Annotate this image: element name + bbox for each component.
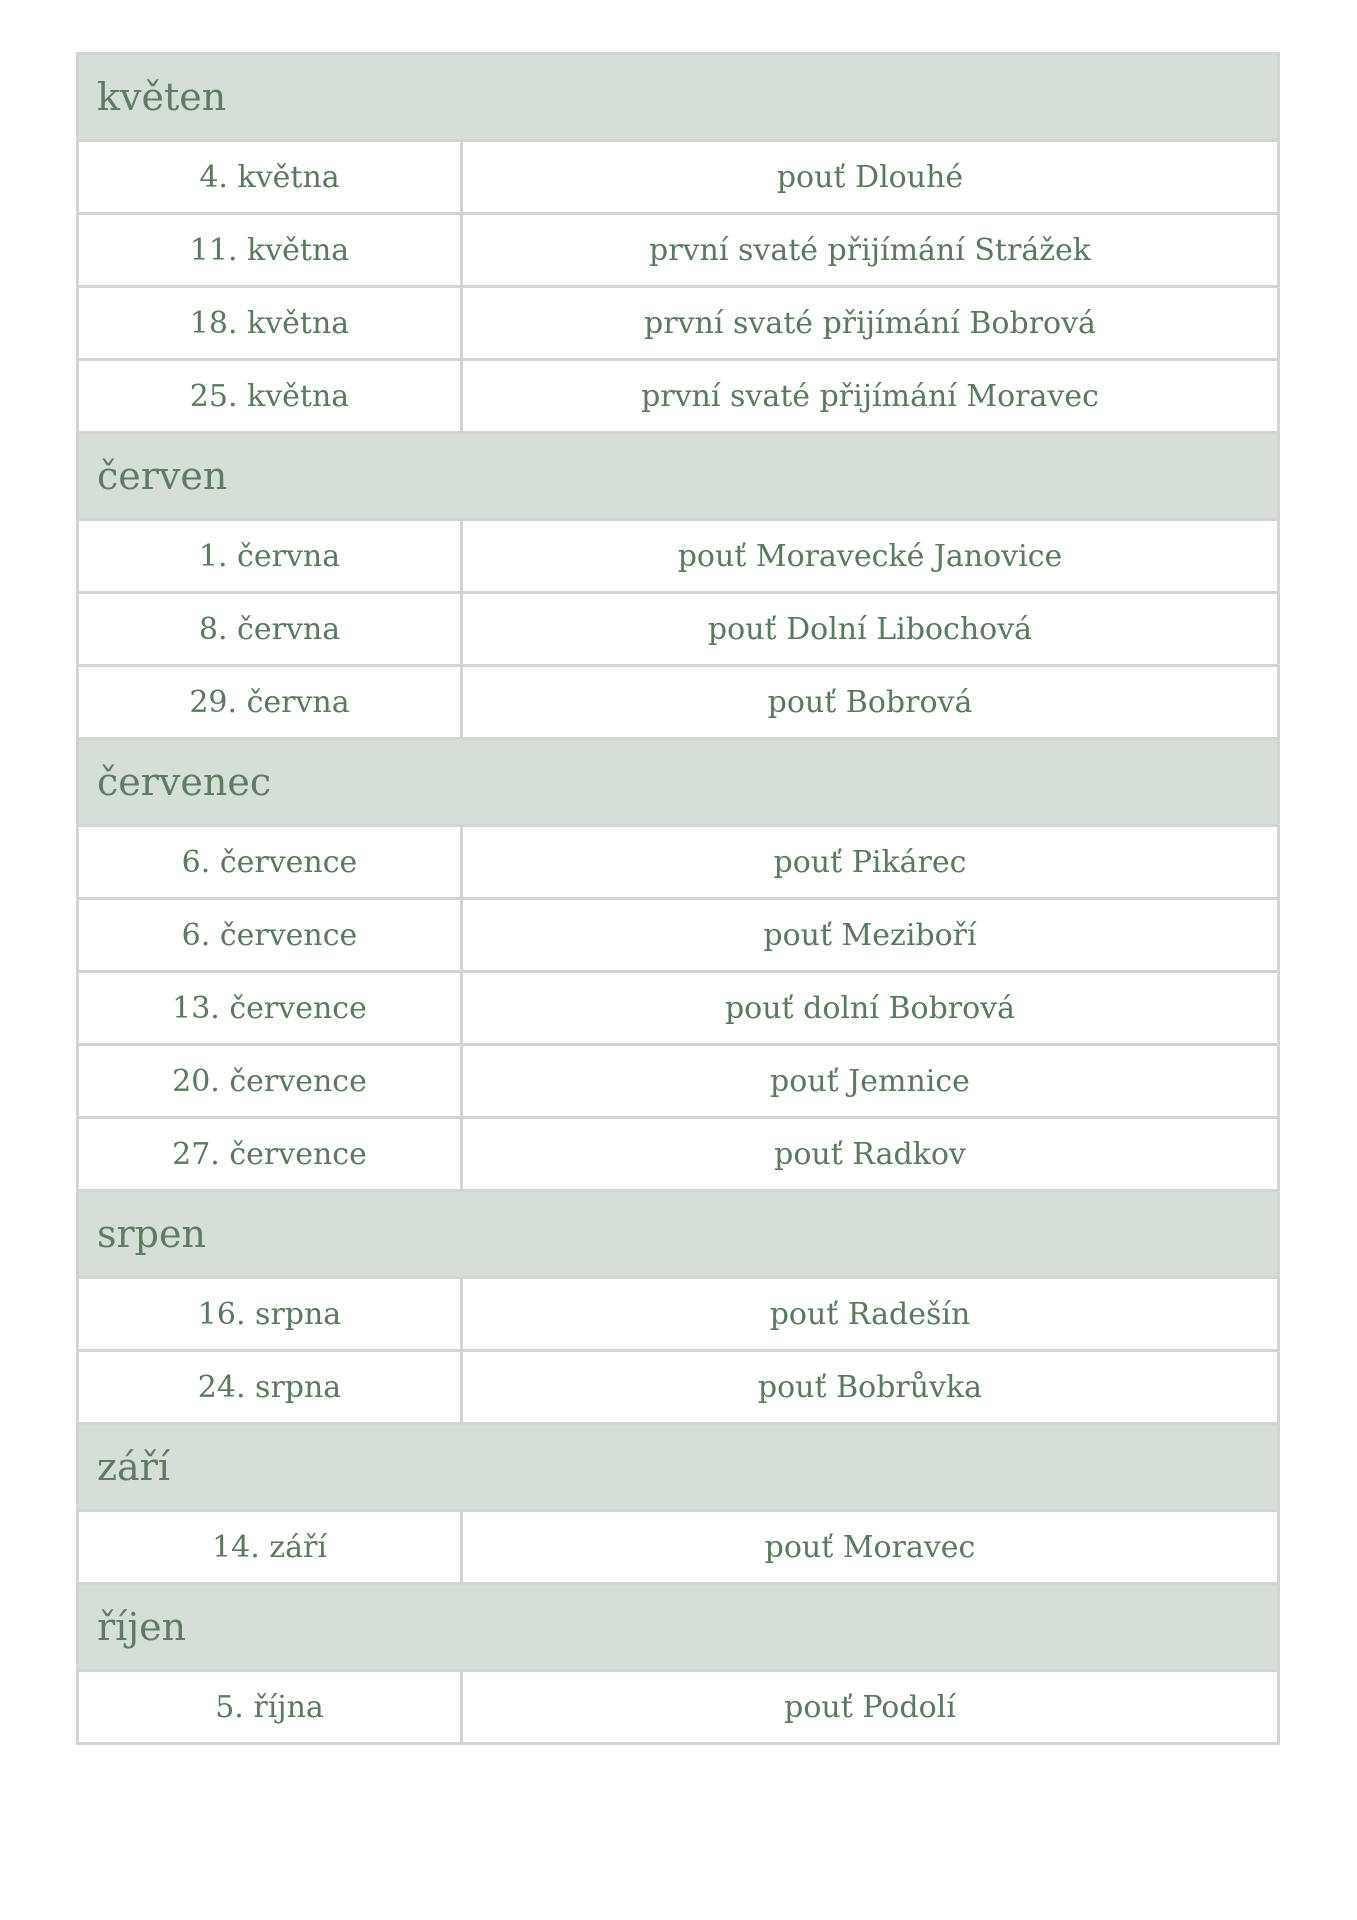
event-name: první svaté přijímání Strážek	[462, 214, 1279, 287]
event-row	[78, 1671, 1279, 1744]
event-row	[78, 1511, 1279, 1584]
event-date: 1. června	[78, 520, 462, 593]
month-header-row	[78, 1424, 1279, 1511]
event-name: pouť Moravecké Janovice	[462, 520, 1279, 593]
event-name: pouť Pikárec	[462, 826, 1279, 899]
event-name: první svaté přijímání Bobrová	[462, 287, 1279, 360]
event-date: 8. června	[78, 593, 462, 666]
event-date: 29. června	[78, 666, 462, 739]
month-name: září	[78, 1424, 1279, 1511]
event-date: 16. srpna	[78, 1278, 462, 1351]
month-name: červen	[78, 433, 1279, 520]
month-header-row	[78, 1584, 1279, 1671]
event-name: pouť Dlouhé	[462, 141, 1279, 214]
event-name: pouť Meziboří	[462, 899, 1279, 972]
event-row	[78, 666, 1279, 739]
month-name: červenec	[78, 739, 1279, 826]
event-row	[78, 520, 1279, 593]
month-header-row	[78, 54, 1279, 141]
event-name: první svaté přijímání Moravec	[462, 360, 1279, 433]
event-name: pouť Dolní Libochová	[462, 593, 1279, 666]
event-row	[78, 1118, 1279, 1191]
event-date: 11. května	[78, 214, 462, 287]
month-name: květen	[78, 54, 1279, 141]
month-header-row	[78, 739, 1279, 826]
event-row	[78, 1045, 1279, 1118]
event-date: 25. května	[78, 360, 462, 433]
event-date: 4. května	[78, 141, 462, 214]
event-date: 13. července	[78, 972, 462, 1045]
month-name: srpen	[78, 1191, 1279, 1278]
event-date: 6. července	[78, 899, 462, 972]
event-date: 5. října	[78, 1671, 462, 1744]
event-row	[78, 214, 1279, 287]
event-date: 18. května	[78, 287, 462, 360]
event-name: pouť Bobrůvka	[462, 1351, 1279, 1424]
event-date: 24. srpna	[78, 1351, 462, 1424]
event-name: pouť Bobrová	[462, 666, 1279, 739]
event-date: 6. července	[78, 826, 462, 899]
event-row	[78, 141, 1279, 214]
month-header-row	[78, 1191, 1279, 1278]
event-row	[78, 593, 1279, 666]
event-row	[78, 287, 1279, 360]
event-row	[78, 972, 1279, 1045]
month-name: říjen	[78, 1584, 1279, 1671]
event-row	[78, 899, 1279, 972]
event-row	[78, 1351, 1279, 1424]
event-name: pouť Radkov	[462, 1118, 1279, 1191]
event-name: pouť Jemnice	[462, 1045, 1279, 1118]
event-name: pouť Podolí	[462, 1671, 1279, 1744]
event-date: 27. července	[78, 1118, 462, 1191]
event-name: pouť Radešín	[462, 1278, 1279, 1351]
event-date: 14. září	[78, 1511, 462, 1584]
event-name: pouť dolní Bobrová	[462, 972, 1279, 1045]
event-row	[78, 360, 1279, 433]
month-header-row	[78, 433, 1279, 520]
event-row	[78, 826, 1279, 899]
event-row	[78, 1278, 1279, 1351]
event-date: 20. července	[78, 1045, 462, 1118]
event-name: pouť Moravec	[462, 1511, 1279, 1584]
events-schedule-table	[76, 52, 1280, 1745]
